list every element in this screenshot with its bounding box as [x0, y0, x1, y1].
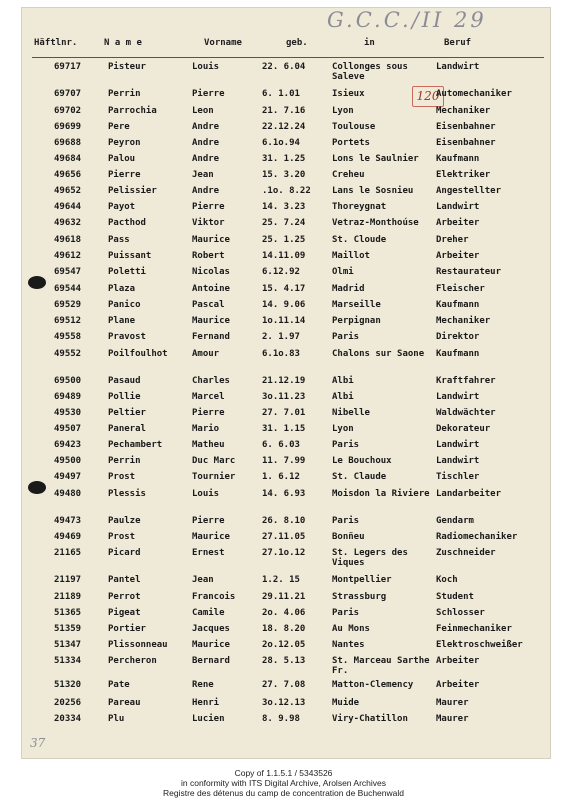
- occupation: Arbeiter: [436, 218, 480, 228]
- birth-place: Marseille: [332, 300, 381, 310]
- occupation: Feinmechaniker: [436, 624, 512, 634]
- prisoner-number: 51359: [54, 624, 82, 634]
- birth-date: .1o. 8.22: [262, 186, 311, 196]
- occupation: Landarbeiter: [436, 489, 502, 499]
- surname: Pasaud: [108, 376, 141, 386]
- surname: Paulze: [108, 516, 141, 526]
- birth-place: St. Legers des Viques: [332, 548, 408, 568]
- occupation: Radiomechaniker: [436, 532, 518, 542]
- occupation: Student: [436, 592, 474, 602]
- first-name: Andre: [192, 154, 220, 164]
- birth-place: Vetraz-Monthoúse: [332, 218, 419, 228]
- birth-place: Toulouse: [332, 122, 376, 132]
- birth-date: 26. 8.10: [262, 516, 306, 526]
- first-name: Charles: [192, 376, 230, 386]
- occupation: Maurer: [436, 714, 469, 724]
- first-name: Maurice: [192, 532, 230, 542]
- prisoner-number: 51347: [54, 640, 82, 650]
- column-header-no: Häftlnr.: [34, 38, 78, 48]
- occupation: Koch: [436, 575, 458, 585]
- prisoner-number: 49500: [54, 456, 82, 466]
- prisoner-number: 69423: [54, 440, 82, 450]
- first-name: Andre: [192, 186, 220, 196]
- birth-date: 21. 7.16: [262, 106, 306, 116]
- first-name: Andre: [192, 122, 220, 132]
- prisoner-number: 49469: [54, 532, 82, 542]
- birth-place: Bonñeu: [332, 532, 365, 542]
- birth-place: Paris: [332, 516, 360, 526]
- surname: Perrot: [108, 592, 141, 602]
- first-name: Tournier: [192, 472, 236, 482]
- footer-copy-line: Copy of 1.1.5.1 / 5343526: [234, 768, 333, 778]
- occupation: Arbeiter: [436, 656, 480, 666]
- surname: Plissonneau: [108, 640, 168, 650]
- birth-place: Chalons sur Saone: [332, 349, 425, 359]
- birth-date: 6.1o.83: [262, 349, 300, 359]
- birth-date: 14. 6.93: [262, 489, 306, 499]
- birth-date: 1.2. 15: [262, 575, 300, 585]
- prisoner-number: 69544: [54, 284, 82, 294]
- prisoner-number: 21165: [54, 548, 82, 558]
- prisoner-number: 49480: [54, 489, 82, 499]
- occupation: Maurer: [436, 698, 469, 708]
- prisoner-number: 49473: [54, 516, 82, 526]
- page-number: 37: [30, 736, 46, 750]
- first-name: Amour: [192, 349, 220, 359]
- surname: Peyron: [108, 138, 141, 148]
- surname: Pechambert: [108, 440, 163, 450]
- surname: Portier: [108, 624, 146, 634]
- first-name: Bernard: [192, 656, 230, 666]
- prisoner-number: 49552: [54, 349, 82, 359]
- occupation: Kaufmann: [436, 349, 480, 359]
- birth-date: 31. 1.15: [262, 424, 306, 434]
- surname: Pantel: [108, 575, 141, 585]
- birth-place: Albi: [332, 376, 354, 386]
- birth-place: Madrid: [332, 284, 365, 294]
- surname: Peltier: [108, 408, 146, 418]
- surname: Palou: [108, 154, 136, 164]
- prisoner-number: 49612: [54, 251, 82, 261]
- birth-place: Portets: [332, 138, 370, 148]
- first-name: Ernest: [192, 548, 225, 558]
- birth-place: Nibelle: [332, 408, 370, 418]
- birth-place: Paris: [332, 332, 360, 342]
- prisoner-number: 51334: [54, 656, 82, 666]
- surname: Picard: [108, 548, 141, 558]
- birth-date: 6.12.92: [262, 267, 300, 277]
- first-name: Nicolas: [192, 267, 230, 277]
- occupation: Landwirt: [436, 202, 480, 212]
- occupation: Dekorateur: [436, 424, 491, 434]
- first-name: Jean: [192, 575, 214, 585]
- first-name: Maurice: [192, 316, 230, 326]
- occupation: Tischler: [436, 472, 480, 482]
- first-name: Maurice: [192, 640, 230, 650]
- occupation: Zuschneider: [436, 548, 496, 558]
- first-name: Pascal: [192, 300, 225, 310]
- prisoner-number: 49652: [54, 186, 82, 196]
- birth-date: 27.1o.12: [262, 548, 306, 558]
- surname: Pigeat: [108, 608, 141, 618]
- occupation: Arbeiter: [436, 680, 480, 690]
- birth-date: 2o.12.05: [262, 640, 306, 650]
- birth-date: 21.12.19: [262, 376, 306, 386]
- occupation: Kraftfahrer: [436, 376, 496, 386]
- birth-date: 14. 3.23: [262, 202, 306, 212]
- punch-hole: [28, 481, 46, 494]
- prisoner-number: 49632: [54, 218, 82, 228]
- prisoner-number: 49618: [54, 235, 82, 245]
- surname: Prost: [108, 472, 136, 482]
- prisoner-number: 51320: [54, 680, 82, 690]
- occupation: Direktor: [436, 332, 480, 342]
- surname: Pierre: [108, 170, 141, 180]
- occupation: Eisenbahner: [436, 138, 496, 148]
- prisoner-number: 69717: [54, 62, 82, 72]
- birth-date: 29.11.21: [262, 592, 306, 602]
- first-name: Fernand: [192, 332, 230, 342]
- birth-place: Lyon: [332, 106, 354, 116]
- surname: Paneral: [108, 424, 146, 434]
- prisoner-number: 49656: [54, 170, 82, 180]
- birth-place: St. Marceau Sarthe Fr.: [332, 656, 430, 676]
- prisoner-number: 49497: [54, 472, 82, 482]
- first-name: Pierre: [192, 202, 225, 212]
- surname: Plessis: [108, 489, 146, 499]
- birth-date: 14. 9.06: [262, 300, 306, 310]
- surname: Pareau: [108, 698, 141, 708]
- occupation: Arbeiter: [436, 251, 480, 261]
- birth-date: 25. 1.25: [262, 235, 306, 245]
- occupation: Restaurateur: [436, 267, 502, 277]
- birth-date: 31. 1.25: [262, 154, 306, 164]
- prisoner-number: 69512: [54, 316, 82, 326]
- first-name: Andre: [192, 138, 220, 148]
- first-name: Duc Marc: [192, 456, 236, 466]
- first-name: Pierre: [192, 516, 225, 526]
- surname: Payot: [108, 202, 136, 212]
- surname: Perrin: [108, 89, 141, 99]
- column-header-row: [34, 38, 546, 52]
- first-name: Camile: [192, 608, 225, 618]
- surname: Pelissier: [108, 186, 157, 196]
- birth-date: 15. 3.20: [262, 170, 306, 180]
- occupation: Landwirt: [436, 456, 480, 466]
- occupation: Elektriker: [436, 170, 491, 180]
- birth-date: 27.11.05: [262, 532, 306, 542]
- birth-place: Nantes: [332, 640, 365, 650]
- prisoner-number: 49507: [54, 424, 82, 434]
- punch-hole: [28, 276, 46, 289]
- first-name: Robert: [192, 251, 225, 261]
- birth-date: 2o. 4.06: [262, 608, 306, 618]
- birth-date: 15. 4.17: [262, 284, 306, 294]
- surname: Pacthod: [108, 218, 146, 228]
- birth-date: 25. 7.24: [262, 218, 306, 228]
- surname: Parrochia: [108, 106, 157, 116]
- prisoner-number: 69529: [54, 300, 82, 310]
- birth-date: 3o.12.13: [262, 698, 306, 708]
- footer-conformity-line: in conformity with ITS Digital Archive, Arolsen Archives: [180, 778, 387, 788]
- occupation: Kaufmann: [436, 154, 480, 164]
- occupation: Landwirt: [436, 392, 480, 402]
- birth-place: Collonges sous Saleve: [332, 62, 408, 82]
- surname: Pere: [108, 122, 130, 132]
- first-name: Viktor: [192, 218, 225, 228]
- prisoner-number: 51365: [54, 608, 82, 618]
- surname: Prost: [108, 532, 136, 542]
- birth-place: Maillot: [332, 251, 370, 261]
- prisoner-number: 69702: [54, 106, 82, 116]
- surname: Plaza: [108, 284, 136, 294]
- birth-place: Matton-Clemency: [332, 680, 414, 690]
- prisoner-number: 21189: [54, 592, 82, 602]
- first-name: Louis: [192, 62, 220, 72]
- first-name: Mario: [192, 424, 220, 434]
- birth-place: Lans le Sosnieu: [332, 186, 414, 196]
- birth-date: 1. 6.12: [262, 472, 300, 482]
- birth-date: 6. 1.01: [262, 89, 300, 99]
- occupation: Angestellter: [436, 186, 502, 196]
- first-name: Pierre: [192, 89, 225, 99]
- column-header-vorname: Vorname: [204, 38, 242, 48]
- occupation: Fleischer: [436, 284, 485, 294]
- first-name: Pierre: [192, 408, 225, 418]
- birth-place: Lyon: [332, 424, 354, 434]
- first-name: Jacques: [192, 624, 230, 634]
- birth-place: Creheu: [332, 170, 365, 180]
- birth-place: Paris: [332, 440, 360, 450]
- prisoner-number: 69500: [54, 376, 82, 386]
- surname: Pass: [108, 235, 130, 245]
- first-name: Jean: [192, 170, 214, 180]
- occupation: Landwirt: [436, 62, 480, 72]
- birth-place: St. Cloude: [332, 235, 387, 245]
- header-divider: [32, 57, 544, 58]
- prisoner-number: 49530: [54, 408, 82, 418]
- occupation: Mechaniker: [436, 316, 491, 326]
- birth-place: Moisdon la Riviere: [332, 489, 430, 499]
- prisoner-number: 21197: [54, 575, 82, 585]
- handwritten-note: G.C.C./II 29: [327, 8, 487, 32]
- birth-date: 22. 6.04: [262, 62, 306, 72]
- occupation: Landwirt: [436, 440, 480, 450]
- first-name: Maurice: [192, 235, 230, 245]
- prisoner-number: 69707: [54, 89, 82, 99]
- first-name: Antoine: [192, 284, 230, 294]
- birth-date: 8. 9.98: [262, 714, 300, 724]
- first-name: Leon: [192, 106, 214, 116]
- surname: Poletti: [108, 267, 146, 277]
- birth-place: Muide: [332, 698, 360, 708]
- surname: Pravost: [108, 332, 146, 342]
- prisoner-number: 20256: [54, 698, 82, 708]
- occupation: Elektroschweißer: [436, 640, 523, 650]
- birth-date: 2. 1.97: [262, 332, 300, 342]
- occupation: Kaufmann: [436, 300, 480, 310]
- birth-date: 6.1o.94: [262, 138, 300, 148]
- first-name: Rene: [192, 680, 214, 690]
- occupation: Automechaniker: [436, 89, 512, 99]
- birth-date: 3o.11.23: [262, 392, 306, 402]
- birth-place: Montpellier: [332, 575, 392, 585]
- first-name: Francois: [192, 592, 236, 602]
- surname: Pollie: [108, 392, 141, 402]
- occupation: Gendarm: [436, 516, 474, 526]
- first-name: Matheu: [192, 440, 225, 450]
- footer-register-line: Registre des détenus du camp de concentration de Buchenwald: [163, 788, 404, 798]
- prisoner-number: 69688: [54, 138, 82, 148]
- birth-place: Le Bouchoux: [332, 456, 392, 466]
- birth-date: 11. 7.99: [262, 456, 306, 466]
- surname: Plu: [108, 714, 125, 724]
- occupation: Mechaniker: [436, 106, 491, 116]
- prisoner-number: 49644: [54, 202, 82, 212]
- birth-place: St. Claude: [332, 472, 387, 482]
- red-number-stamp: 120: [412, 86, 444, 107]
- column-header-beruf: Beruf: [444, 38, 472, 48]
- prisoner-number: 49684: [54, 154, 82, 164]
- birth-date: 27. 7.08: [262, 680, 306, 690]
- occupation: Waldwächter: [436, 408, 496, 418]
- surname: Percheron: [108, 656, 157, 666]
- prisoner-number: 49558: [54, 332, 82, 342]
- birth-place: Thoreygnat: [332, 202, 387, 212]
- prisoner-number: 69699: [54, 122, 82, 132]
- prisoner-number: 69547: [54, 267, 82, 277]
- first-name: Henri: [192, 698, 220, 708]
- birth-place: Au Mons: [332, 624, 370, 634]
- surname: Plane: [108, 316, 136, 326]
- document-sheet: [22, 8, 550, 758]
- birth-place: Olmi: [332, 267, 354, 277]
- archive-footer: [0, 768, 567, 798]
- first-name: Lucien: [192, 714, 225, 724]
- surname: Pate: [108, 680, 130, 690]
- surname: Poilfoulhot: [108, 349, 168, 359]
- surname: Panico: [108, 300, 141, 310]
- birth-date: 18. 8.20: [262, 624, 306, 634]
- birth-place: Isieux: [332, 89, 365, 99]
- birth-date: 1o.11.14: [262, 316, 306, 326]
- birth-date: 28. 5.13: [262, 656, 306, 666]
- prisoner-number: 69489: [54, 392, 82, 402]
- first-name: Marcel: [192, 392, 225, 402]
- column-header-in: in: [364, 38, 375, 48]
- birth-date: 6. 6.03: [262, 440, 300, 450]
- birth-place: Perpignan: [332, 316, 381, 326]
- birth-date: 22.12.24: [262, 122, 306, 132]
- occupation: Eisenbahner: [436, 122, 496, 132]
- birth-place: Lons le Saulnier: [332, 154, 419, 164]
- prisoner-number: 20334: [54, 714, 82, 724]
- column-header-geb: geb.: [286, 38, 308, 48]
- birth-place: Paris: [332, 608, 360, 618]
- birth-place: Strassburg: [332, 592, 387, 602]
- column-header-name: N a m e: [104, 38, 142, 48]
- occupation: Schlosser: [436, 608, 485, 618]
- birth-place: Albi: [332, 392, 354, 402]
- birth-date: 14.11.09: [262, 251, 306, 261]
- occupation: Dreher: [436, 235, 469, 245]
- birth-date: 27. 7.01: [262, 408, 306, 418]
- first-name: Louis: [192, 489, 220, 499]
- surname: Perrin: [108, 456, 141, 466]
- surname: Puissant: [108, 251, 152, 261]
- surname: Pisteur: [108, 62, 146, 72]
- birth-place: Viry-Chatillon: [332, 714, 408, 724]
